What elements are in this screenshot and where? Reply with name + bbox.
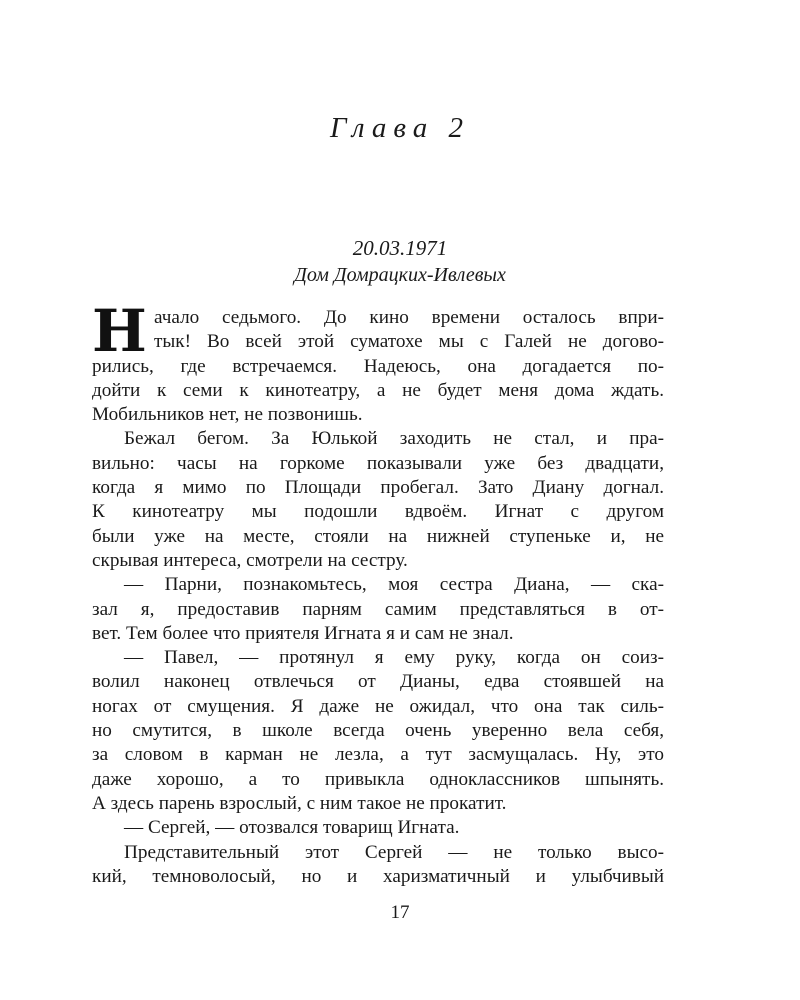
- text-line: тык! Во всей этой суматохе мы с Галей не догово-: [154, 331, 664, 353]
- text-line: кий, темноволосый, но и харизматичный и улыбчивый: [92, 865, 664, 887]
- text-line: но смутится, в школе всегда очень уверенно вела себя,: [92, 720, 664, 742]
- text-line: ачало седьмого. До кино времени осталось впри-: [154, 307, 664, 328]
- text-line: — Парни, познакомьтесь, моя сестра Диана, — ска-: [124, 574, 664, 596]
- text-line: Представительный этот Сергей — не только высо-: [124, 841, 664, 863]
- text-line: вильно: часы на горкоме показывали уже без двадцати,: [92, 452, 664, 474]
- text-line: были уже на месте, стояли на нижней ступеньке и, не: [92, 525, 664, 547]
- text-line: зал я, предоставив парням самим представляться в от-: [92, 598, 664, 620]
- date-heading: 20.03.1971: [352, 236, 448, 260]
- text-line: — Павел, — протянул я ему руку, когда он соиз-: [124, 647, 664, 669]
- chapter-title: Глава 2: [329, 112, 471, 144]
- text-line: даже хорошо, а то привыкла одноклассников шпынять.: [92, 768, 664, 790]
- body-text: [92, 297, 664, 889]
- text-line: дойти к семи к кинотеатру, а не будет меня дома ждать.: [92, 379, 664, 401]
- text-line: скрывая интереса, смотрели на сестру.: [92, 549, 408, 571]
- text-line: когда я мимо по Площади пробегал. Зато Диану догнал.: [92, 477, 664, 499]
- text-line: вет. Тем более что приятеля Игната я и сам не знал.: [92, 622, 514, 644]
- place-heading: Дом Домрацких-Ивлевых: [294, 264, 506, 286]
- page-number: 17: [390, 902, 410, 923]
- text-line: за словом в карман не лезла, а тут засмущалась. Ну, это: [92, 744, 664, 766]
- drop-cap: Н: [92, 297, 147, 365]
- text-line: ногах от смущения. Я даже не ожидал, что она так силь-: [92, 695, 664, 717]
- text-line: К кинотеатру мы подошли вдвоём. Игнат с другом: [92, 501, 664, 523]
- text-line: — Сергей, — отозвался товарищ Игната.: [124, 817, 460, 839]
- text-line: Мобильников нет, не позвонишь.: [92, 404, 363, 426]
- text-line: Бежал бегом. За Юлькой заходить не стал, и пра-: [124, 428, 664, 450]
- text-line: А здесь парень взрослый, с ним такое не прокатит.: [92, 792, 507, 814]
- text-line: рились, где встречаемся. Надеюсь, она догадается по-: [92, 355, 664, 377]
- text-line: волил наконец отвлечься от Дианы, едва стоявшей на: [92, 671, 664, 693]
